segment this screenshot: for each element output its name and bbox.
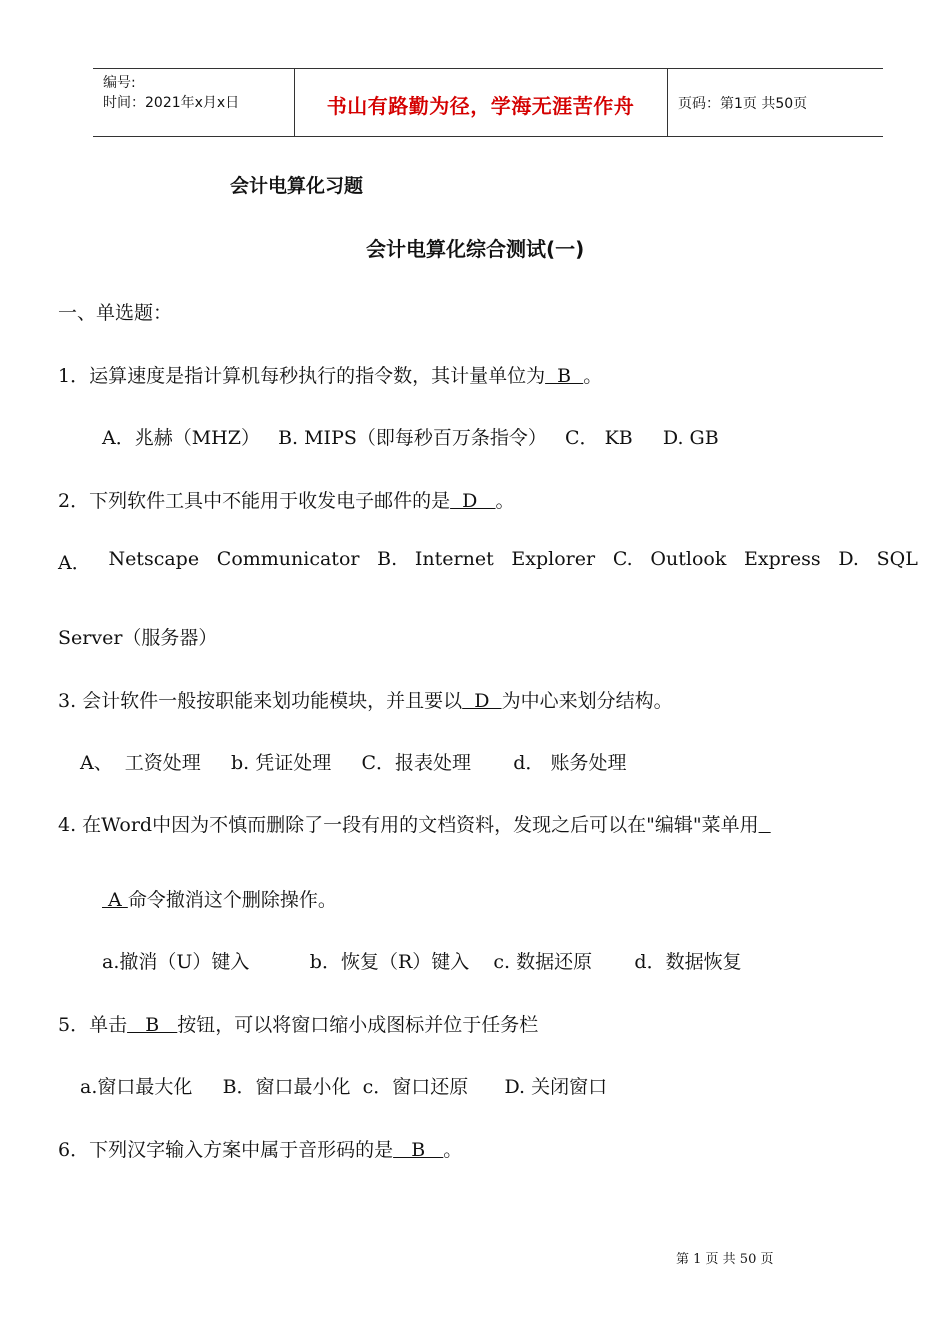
question-4-answer-tail (759, 814, 771, 836)
question-1-answer: B (545, 365, 584, 387)
time-label: 时间：2021年x月x日 (103, 95, 240, 111)
header-info-cell (93, 69, 295, 136)
question-1-end: 。 (583, 365, 603, 387)
question-2-text: 2．下列软件工具中不能用于收发电子邮件的是 (58, 490, 451, 512)
question-3-answer: D (462, 690, 502, 712)
question-1-options: A．兆赫（MHZ） B. MIPS（即每秒百万条指令） C． KB D. GB (102, 427, 719, 449)
number-label: 编号: (103, 75, 136, 91)
option-word: Explorer (511, 548, 596, 570)
question-4-end: 命令撤消这个删除操作。 (127, 889, 337, 911)
question-3-text: 3. 会计软件一般按职能来划功能模块，并且要以 (58, 690, 463, 712)
question-4 (58, 810, 771, 837)
question-5-text: 5．单击 (58, 1014, 128, 1036)
question-6-answer: B (393, 1139, 444, 1161)
question-4-answer: A (102, 889, 128, 911)
question-3-end: 为中心来划分结构。 (501, 690, 673, 712)
option-word: Internet (414, 548, 494, 570)
question-2-end: 。 (495, 490, 515, 512)
question-6-end: 。 (443, 1139, 463, 1161)
question-4-text: 4. 在Word中因为不慎而删除了一段有用的文档资料，发现之后可以在"编辑"菜单用 (58, 814, 759, 836)
option-word: SQL (876, 548, 918, 570)
doc-title: 会计电算化习题 (230, 175, 364, 197)
test-title: 会计电算化综合测试(一) (366, 237, 585, 261)
section-heading: 一、单选题： (58, 302, 173, 324)
question-5-options: a.窗口最大化 B．窗口最小化 c．窗口还原 D. 关闭窗口 (80, 1076, 608, 1098)
motto: 书山有路勤为径，学海无涯苦作舟 (326, 94, 635, 118)
question-3-options: A、 工资处理 b. 凭证处理 C．报表处理 d． 账务处理 (80, 752, 627, 774)
question-2 (58, 486, 515, 513)
option-word: C. (612, 548, 633, 570)
option-word: Netscape (108, 548, 200, 570)
question-5-answer: B (127, 1014, 178, 1036)
question-2-options-cont: Server（服务器） (58, 627, 218, 649)
question-2-answer: D (450, 490, 496, 512)
question-3 (58, 686, 673, 713)
question-5-end: 按钮，可以将窗口缩小成图标并位于任务栏 (177, 1014, 539, 1036)
page-header (93, 68, 883, 137)
question-4-cont (102, 885, 337, 912)
page-info: 页码：第1页 共50页 (678, 96, 808, 112)
header-motto-cell (294, 69, 668, 136)
question-6-text: 6．下列汉字输入方案中属于音形码的是 (58, 1139, 394, 1161)
question-1 (58, 361, 602, 388)
question-2-options (58, 548, 918, 575)
question-1-text: 1．运算速度是指计算机每秒执行的指令数，其计量单位为 (58, 365, 546, 387)
option-word: Communicator (216, 548, 360, 570)
page-footer: 第 1 页 共 50 页 (676, 1252, 774, 1267)
question-4-options: a.撤消（U）键入 b．恢复（R）键入 c. 数据还原 d．数据恢复 (102, 951, 742, 973)
option-word: Outlook (650, 548, 727, 570)
question-5 (58, 1010, 538, 1037)
option-word: B. (377, 548, 398, 570)
option-word: A． (58, 552, 91, 574)
header-page-cell (668, 69, 883, 136)
option-word: D. (838, 548, 859, 570)
option-word: Express (744, 548, 821, 570)
question-6 (58, 1135, 462, 1162)
